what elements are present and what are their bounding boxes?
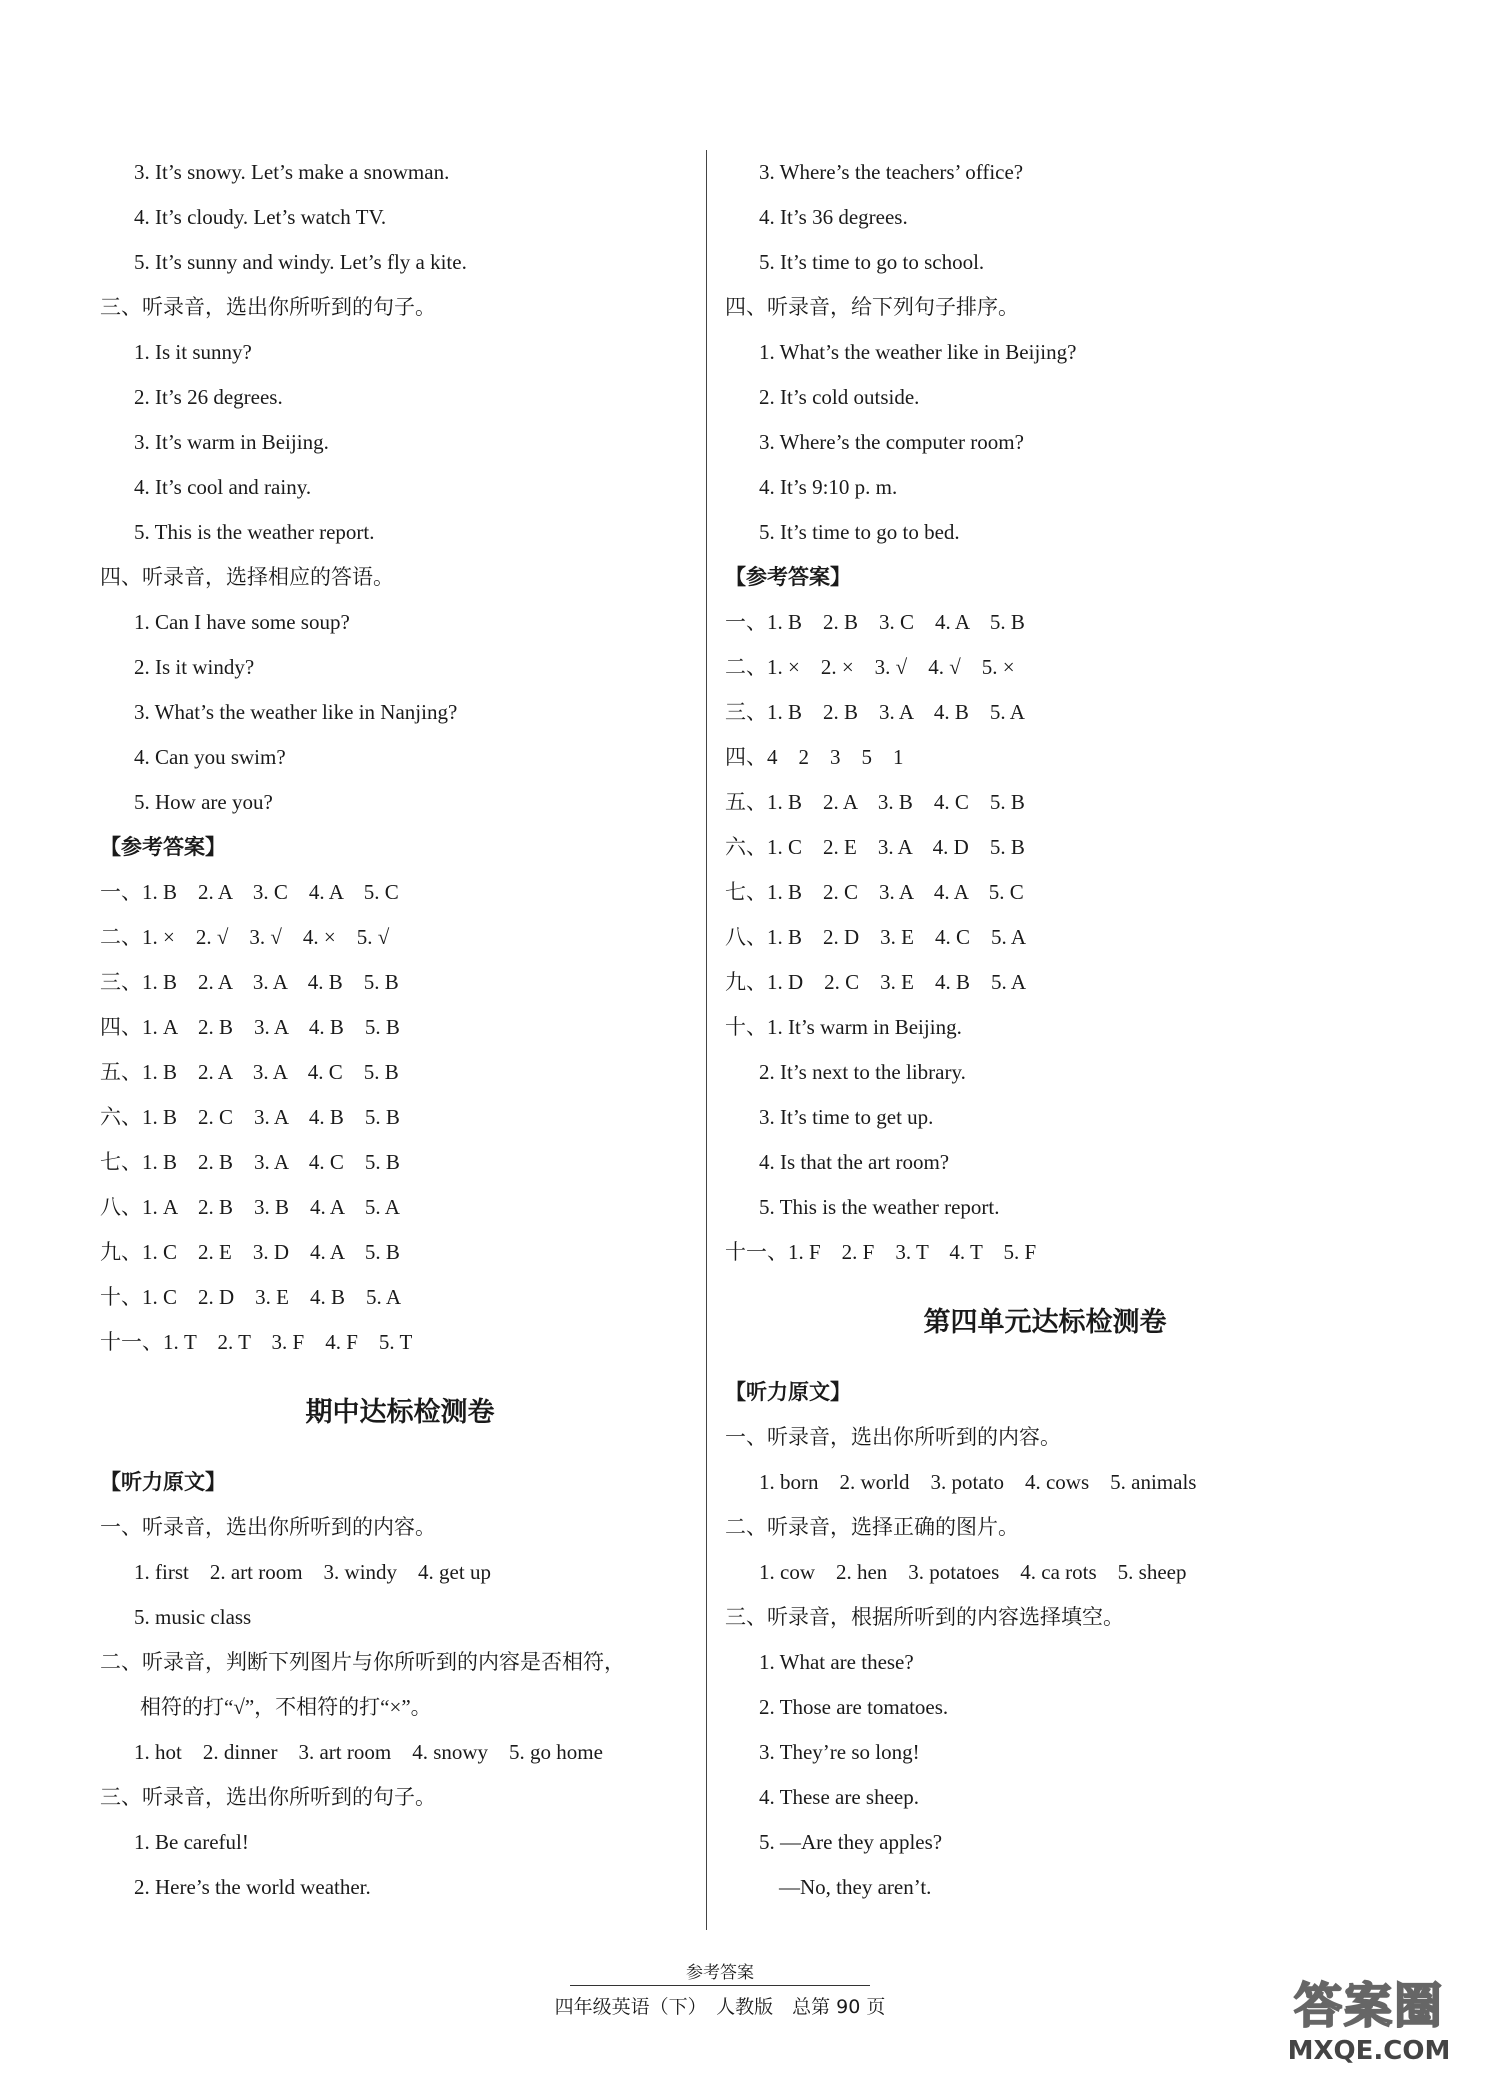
section-line: 四、1. A 2. B 3. A 4. B 5. B <box>100 1015 400 1039</box>
column-divider <box>706 150 707 1930</box>
page-footer <box>520 1958 920 2019</box>
item-line: 2. Here’s the world weather. <box>134 1875 371 1899</box>
test-title: 第四单元达标检测卷 <box>923 1307 1167 1338</box>
item-line: 5. It’s time to go to bed. <box>759 520 960 544</box>
section-line: 三、听录音，根据所听到的内容选择填空。 <box>725 1605 1124 1629</box>
section-line: 四、4 2 3 5 1 <box>725 745 904 769</box>
section-line: 三、1. B 2. A 3. A 4. B 5. B <box>100 970 399 994</box>
section-line: 九、1. C 2. E 3. D 4. A 5. B <box>100 1240 400 1264</box>
item-line: 3. It’s warm in Beijing. <box>134 430 329 454</box>
item-line: 5. —Are they apples? <box>759 1830 943 1854</box>
footer-caption: 参考答案 <box>570 1958 870 1986</box>
section-line: 六、1. C 2. E 3. A 4. D 5. B <box>725 835 1025 859</box>
item-line: 3. It’s time to get up. <box>759 1105 934 1129</box>
item-line: 2. It’s 26 degrees. <box>134 385 283 409</box>
section-line: 四、听录音，给下列句子排序。 <box>725 295 1019 319</box>
item-line: 4. Can you swim? <box>134 745 286 769</box>
test-title: 期中达标检测卷 <box>305 1397 495 1428</box>
item-line: 5. It’s time to go to school. <box>759 250 985 274</box>
section-line: 十、1. C 2. D 3. E 4. B 5. A <box>100 1285 402 1309</box>
item-line: 3. Where’s the teachers’ office? <box>759 160 1024 184</box>
watermark-url: MXQE.COM <box>1287 2036 1451 2066</box>
item-line: 3. They’re so long! <box>759 1740 920 1764</box>
section-line: 三、1. B 2. B 3. A 4. B 5. A <box>725 700 1025 724</box>
section-heading: 【参考答案】 <box>725 565 851 589</box>
item-line: 2. It’s next to the library. <box>759 1060 966 1084</box>
item-line: 3. It’s snowy. Let’s make a snowman. <box>134 160 450 184</box>
section-line: 五、1. B 2. A 3. B 4. C 5. B <box>725 790 1025 814</box>
item-line: 1. What’s the weather like in Beijing? <box>759 340 1077 364</box>
section-line: 四、听录音，选择相应的答语。 <box>100 565 394 589</box>
section-line: 一、1. B 2. A 3. C 4. A 5. C <box>100 880 399 904</box>
watermark-mark: 答案圈 <box>1293 1978 1444 2034</box>
item-line: 3. What’s the weather like in Nanjing? <box>134 700 458 724</box>
item-line: 4. It’s 9:10 p. m. <box>759 475 898 499</box>
section-heading: 【听力原文】 <box>100 1470 226 1494</box>
section-line: 五、1. B 2. A 3. A 4. C 5. B <box>100 1060 399 1084</box>
section-line: 二、1. × 2. × 3. √ 4. √ 5. × <box>725 655 1015 679</box>
section-line: 八、1. A 2. B 3. B 4. A 5. A <box>100 1195 400 1219</box>
item-line: 1. What are these? <box>759 1650 914 1674</box>
continued-line: —No, they aren’t. <box>779 1875 932 1899</box>
item-line: 5. This is the weather report. <box>134 520 375 544</box>
section-line: 十一、1. T 2. T 3. F 4. F 5. T <box>100 1330 413 1354</box>
section-line: 八、1. B 2. D 3. E 4. C 5. A <box>725 925 1027 949</box>
item-line: 1. born 2. world 3. potato 4. cows 5. animals <box>759 1470 1197 1494</box>
section-line: 九、1. D 2. C 3. E 4. B 5. A <box>725 970 1027 994</box>
continued-line: 相符的打“√”，不相符的打“×”。 <box>140 1695 432 1719</box>
section-line: 三、听录音，选出你所听到的句子。 <box>100 295 436 319</box>
item-line: 1. first 2. art room 3. windy 4. get up <box>134 1560 491 1584</box>
footer-page-info: 四年级英语（下） 人教版 总第 90 页 <box>554 1996 886 2018</box>
section-line: 二、听录音，判断下列图片与你所听到的内容是否相符， <box>100 1650 625 1674</box>
item-line: 2. It’s cold outside. <box>759 385 920 409</box>
item-line: 5. How are you? <box>134 790 273 814</box>
section-line: 二、听录音，选择正确的图片。 <box>725 1515 1019 1539</box>
watermark-logo <box>1264 1967 1474 2077</box>
section-line: 十、1. It’s warm in Beijing. <box>725 1015 962 1039</box>
section-line: 一、听录音，选出你所听到的内容。 <box>725 1425 1061 1449</box>
item-line: 3. Where’s the computer room? <box>759 430 1024 454</box>
item-line: 4. These are sheep. <box>759 1785 919 1809</box>
item-line: 4. It’s cool and rainy. <box>134 475 312 499</box>
section-heading: 【听力原文】 <box>725 1380 851 1404</box>
section-line: 一、听录音，选出你所听到的内容。 <box>100 1515 436 1539</box>
item-line: 5. It’s sunny and windy. Let’s fly a kite. <box>134 250 467 274</box>
section-line: 六、1. B 2. C 3. A 4. B 5. B <box>100 1105 400 1129</box>
item-line: 1. Is it sunny? <box>134 340 252 364</box>
section-line: 七、1. B 2. B 3. A 4. C 5. B <box>100 1150 400 1174</box>
item-line: 1. cow 2. hen 3. potatoes 4. ca rots 5. sheep <box>759 1560 1187 1584</box>
right-column <box>725 150 1365 1910</box>
item-line: 4. Is that the art room? <box>759 1150 950 1174</box>
item-line: 4. It’s 36 degrees. <box>759 205 908 229</box>
item-line: 2. Those are tomatoes. <box>759 1695 949 1719</box>
section-line: 十一、1. F 2. F 3. T 4. T 5. F <box>725 1240 1037 1264</box>
item-line: 1. hot 2. dinner 3. art room 4. snowy 5. go home <box>134 1740 603 1764</box>
section-line: 一、1. B 2. B 3. C 4. A 5. B <box>725 610 1025 634</box>
item-line: 5. music class <box>134 1605 252 1629</box>
item-line: 1. Can I have some soup? <box>134 610 350 634</box>
section-line: 三、听录音，选出你所听到的句子。 <box>100 1785 436 1809</box>
item-line: 1. Be careful! <box>134 1830 249 1854</box>
left-column <box>100 150 700 1910</box>
item-line: 2. Is it windy? <box>134 655 255 679</box>
section-heading: 【参考答案】 <box>100 835 226 859</box>
item-line: 4. It’s cloudy. Let’s watch TV. <box>134 205 387 229</box>
section-line: 七、1. B 2. C 3. A 4. A 5. C <box>725 880 1024 904</box>
section-line: 二、1. × 2. √ 3. √ 4. × 5. √ <box>100 925 390 949</box>
item-line: 5. This is the weather report. <box>759 1195 1000 1219</box>
